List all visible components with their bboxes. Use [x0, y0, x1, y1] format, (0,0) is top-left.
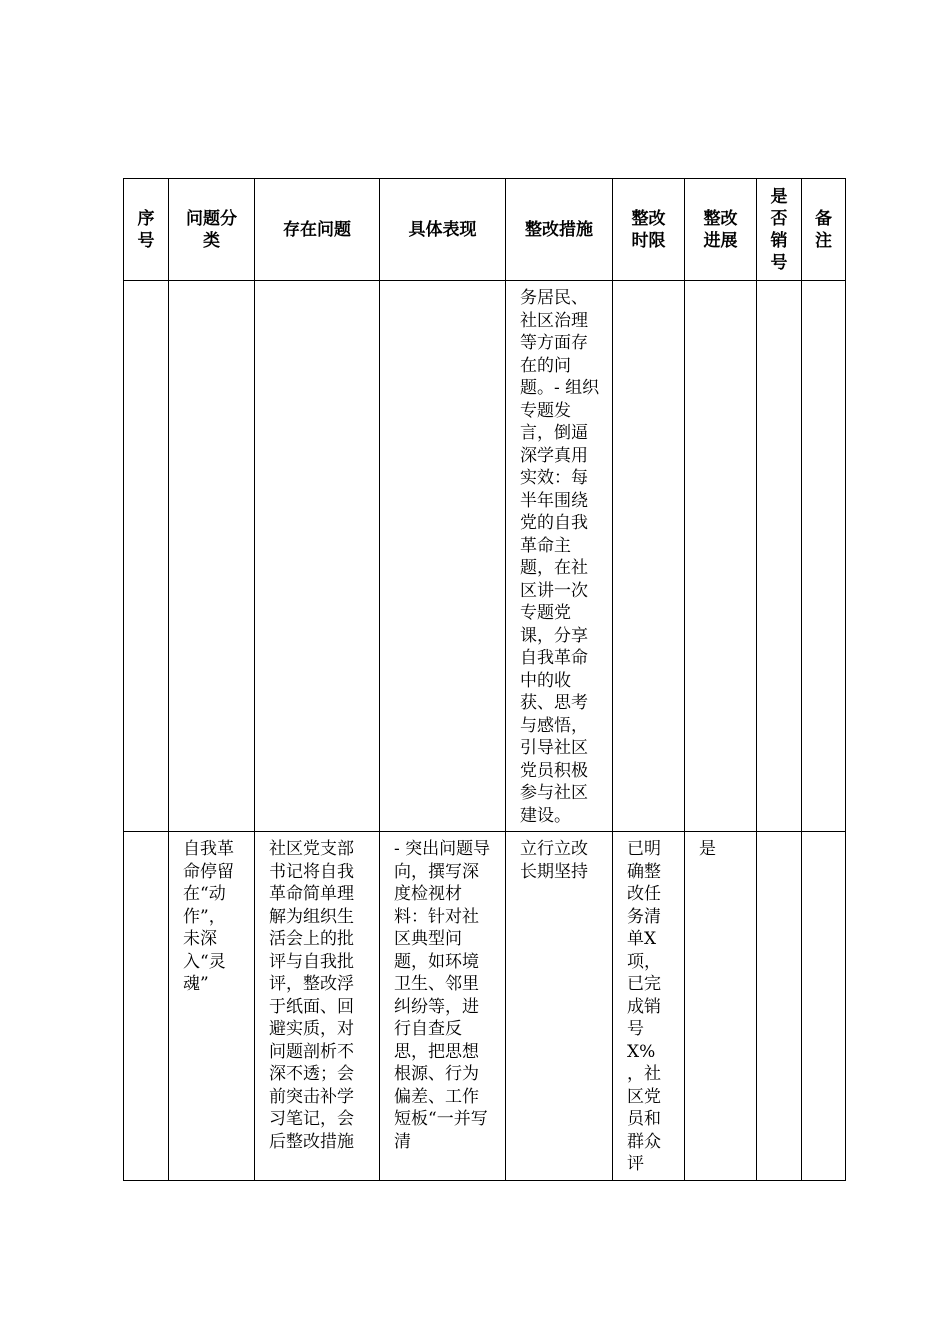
header-deadline-label: 整改 时限	[631, 208, 666, 251]
header-progress-label: 整改 进展	[703, 208, 738, 251]
header-manifestation	[380, 179, 506, 281]
header-remarks	[802, 179, 846, 281]
header-closed-label: 是 否 销 号	[770, 186, 788, 273]
rectification-table	[123, 178, 846, 1181]
header-measures	[506, 179, 613, 281]
header-problem-label: 存在问题	[283, 219, 351, 240]
measures-text: 立行立改长期坚持	[520, 839, 588, 882]
cell-seq	[124, 832, 169, 1181]
progress-text: 是	[699, 839, 716, 859]
header-remarks-label: 备 注	[815, 208, 832, 251]
cell-category	[169, 281, 255, 832]
header-progress	[685, 179, 757, 281]
deadline-text: 已明确整改任务清单X项，已完成销号X%，社区党员和群众评	[627, 839, 661, 1174]
table-row	[124, 281, 846, 832]
manifestation-text: - 突出问题导向，撰写深度检视材料：针对社区典型问题，如环境卫生、邻里纠纷等，进行自查反思，把思想根源、行为偏差、工作短板“一并写清	[394, 839, 491, 1152]
header-category	[169, 179, 255, 281]
category-text: 自我革命停留在“动作”，未深入“灵魂”	[183, 839, 234, 994]
header-seq-label: 序 号	[137, 208, 155, 251]
table-row	[124, 832, 846, 1181]
cell-measures	[506, 281, 613, 832]
cell-deadline	[613, 832, 685, 1181]
header-problem	[255, 179, 380, 281]
cell-progress	[685, 832, 757, 1181]
cell-measures	[506, 832, 613, 1181]
cell-deadline	[613, 281, 685, 832]
cell-remarks	[802, 281, 846, 832]
cell-manifestation	[380, 281, 506, 832]
cell-closed	[757, 281, 802, 832]
cell-closed	[757, 832, 802, 1181]
header-measures-label: 整改措施	[525, 219, 593, 240]
table-header-row	[124, 179, 846, 281]
cell-manifestation	[380, 832, 506, 1181]
cell-problem	[255, 281, 380, 832]
cell-progress	[685, 281, 757, 832]
cell-remarks	[802, 832, 846, 1181]
cell-problem	[255, 832, 380, 1181]
problem-text: 社区党支部书记将自我革命简单理解为组织生活会上的批评与自我批评，整改浮于纸面、回避实质，对问题剖析不深不透；会前突击补学习笔记，会后整改措施	[269, 839, 354, 1152]
header-seq	[124, 179, 169, 281]
cell-category	[169, 832, 255, 1181]
measures-text: 务居民、社区治理等方面存在的问题。- 组织专题发言，倒逼深学真用实效：每半年围绕党的自我革命主题，在社区讲一次专题党课，分享自我革命中的收获、思考与感悟，引导社区党员积极参与社区建设。	[520, 288, 600, 826]
header-manifestation-label: 具体表现	[408, 219, 477, 240]
header-category-label: 问题分 类	[186, 208, 237, 251]
header-deadline	[613, 179, 685, 281]
cell-seq	[124, 281, 169, 832]
header-closed	[757, 179, 802, 281]
